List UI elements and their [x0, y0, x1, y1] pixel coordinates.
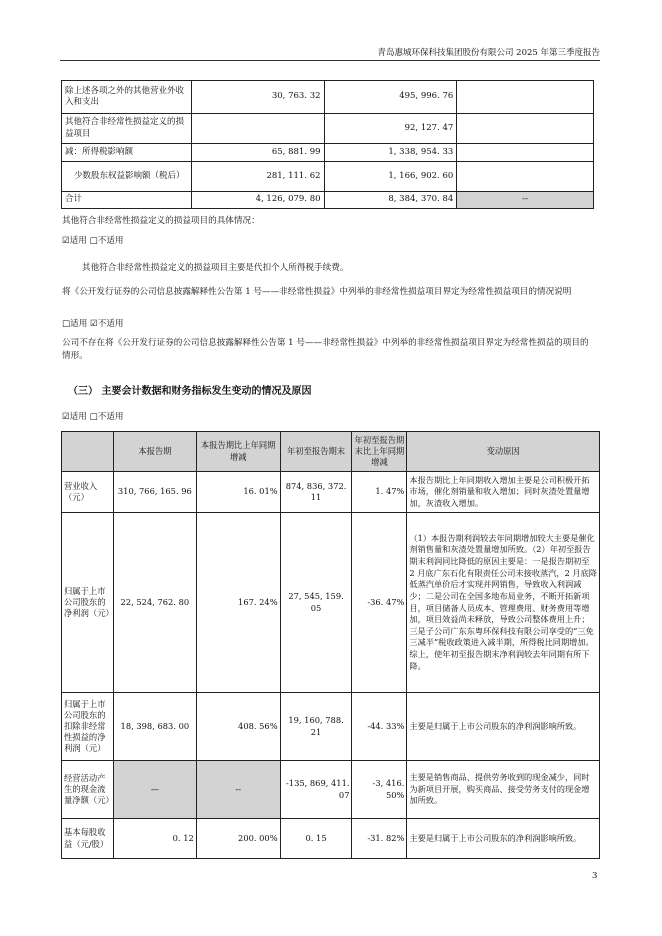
checkbox-line: □适用 ☑不适用 [62, 319, 124, 329]
section-title: （三） 主要会计数据和财务指标发生变动的情况及原因 [68, 386, 312, 397]
paragraph: 公司不存在将《公开发行证券的公司信息披露解释性公告第 1 号——非经常性损益》中列举的非经常性损益项目界定为经常性损益的项目的情形。 [62, 338, 589, 362]
cell-note: -- [457, 192, 594, 209]
cell-reason: （1）本报告期利润较去年同期增加较大主要是催化剂销售量和灰渣处置量增加所致。（2）年初至报告期末利润同比降低的原因主要是：一是报告期初至 2 月底广东石化有限责任公司未接收蒸汽，2 月底降低蒸汽单价后才实现并网销售，导致收入利润减少；二是公司在全国多地布局业务，不断开拓新项目，项目储备人员成本、管理费用、财务费用等增加，项目效益尚未释放，导致公司整体费用上升；三是子公司广东东粤环保科技有限公司享受的“三免三减半”税收政策进入减半期，所得税比同期增加。综上，使年初至报告期末净利润较去年同期有所下降。 [407, 513, 600, 693]
table-row [62, 162, 594, 192]
table-row [62, 192, 594, 209]
cell-note [457, 114, 594, 144]
cell-ytd: 8, 384, 370. 84 [324, 192, 457, 209]
cell-current: 30, 763. 32 [191, 81, 324, 114]
cell-note [457, 81, 594, 114]
header-cell: 年初至报告期末比上年同期增减 [352, 432, 407, 472]
cell-current: 281, 111. 62 [191, 162, 324, 192]
row-label: 基本每股收益（元/股） [62, 819, 114, 859]
cell-ytd: 1, 338, 954. 33 [324, 144, 457, 162]
cell-current: 18, 398, 683. 00 [113, 693, 196, 761]
row-label: 减：所得税影响额 [62, 144, 192, 162]
table-row [62, 513, 600, 693]
cell-reason: 主要是归属于上市公司股东的净利润影响所致。 [407, 693, 600, 761]
cell-note [457, 144, 594, 162]
row-label: 营业收入（元） [62, 472, 114, 513]
cell-current [191, 114, 324, 144]
row-label: 归属于上市公司股东的净利润（元） [62, 513, 114, 693]
header-cell [62, 432, 114, 472]
cell-reason: 主要是销售商品、提供劳务收到的现金减少，同时为新项目开展，购买商品、接受劳务支付的现金增加所致。 [407, 761, 600, 819]
cell-ytd: 1, 166, 902. 60 [324, 162, 457, 192]
cell-reason: 本报告期比上年同期收入增加主要是公司积极开拓市场，催化剂销量和收入增加；同时灰渣处置量增加，灰渣收入增加。 [407, 472, 600, 513]
paragraph: 将《公开发行证券的公司信息披露解释性公告第 1 号——非经常性损益》中列举的非经常性损益项目界定为经常性损益项目的情况说明 [62, 287, 572, 297]
cell-current-change: -- [196, 761, 280, 819]
cell-current-change: 408. 56% [196, 693, 280, 761]
row-label: 除上述各项之外的其他营业外收入和支出 [62, 81, 192, 114]
cell-ytd: 874, 836, 372. 11 [280, 472, 352, 513]
row-label: 归属于上市公司股东的扣除非经常性损益的净利润（元） [62, 693, 114, 761]
cell-current: 65, 881. 99 [191, 144, 324, 162]
page-header: 青岛惠城环保科技集团股份有限公司 2025 年第三季度报告 [60, 46, 600, 61]
cell-ytd: 19, 160, 788. 21 [280, 693, 352, 761]
cell-current-change: 167. 24% [196, 513, 280, 693]
cell-current-change: 200. 00% [196, 819, 280, 859]
table-row [62, 693, 600, 761]
table-row [62, 144, 594, 162]
cell-ytd: 27, 545, 159. 05 [280, 513, 352, 693]
cell-current: 4, 126, 079. 80 [191, 192, 324, 209]
cell-current: 310, 766, 165. 96 [113, 472, 196, 513]
header-cell: 本报告期 [113, 432, 196, 472]
cell-ytd: 495, 996. 76 [324, 81, 457, 114]
cell-ytd: -135, 869, 411. 07 [280, 761, 352, 819]
cell-ytd-change: 1. 47% [352, 472, 407, 513]
cell-ytd: 0. 15 [280, 819, 352, 859]
cell-ytd: 92, 127. 47 [324, 114, 457, 144]
checkbox-line: ☑适用 □不适用 [62, 236, 124, 246]
cell-note [457, 162, 594, 192]
table-row [62, 81, 594, 114]
table-header-row [62, 432, 600, 472]
row-label: 合计 [62, 192, 192, 209]
table-row [62, 761, 600, 819]
row-label: 少数股东权益影响额（税后） [62, 162, 192, 192]
cell-ytd-change: -3, 416. 50% [352, 761, 407, 819]
row-label: 经营活动产生的现金流量净额（元） [62, 761, 114, 819]
cell-current: — [113, 761, 196, 819]
table-row [62, 819, 600, 859]
cell-ytd-change: -44. 33% [352, 693, 407, 761]
cell-reason: 主要是归属于上市公司股东的净利润影响所致。 [407, 819, 600, 859]
header-cell: 本报告期比上年同期增减 [196, 432, 280, 472]
financial-change-table [61, 431, 600, 859]
non-recurring-table [61, 80, 594, 209]
cell-ytd-change: -36. 47% [352, 513, 407, 693]
header-cell: 变动原因 [407, 432, 600, 472]
page-number: 3 [592, 871, 598, 881]
table-row [62, 472, 600, 513]
checkbox-line: ☑适用 □不适用 [62, 412, 124, 422]
table-row [62, 114, 594, 144]
header-cell: 年初至报告期末 [280, 432, 352, 472]
row-label: 其他符合非经常性损益定义的损益项目 [62, 114, 192, 144]
cell-ytd-change: -31. 82% [352, 819, 407, 859]
paragraph: 其他符合非经常性损益定义的损益项目的具体情况： [62, 216, 260, 226]
cell-current-change: 16. 01% [196, 472, 280, 513]
paragraph: 其他符合非经常性损益定义的损益项目主要是代扣个人所得税手续费。 [82, 263, 349, 273]
cell-current: 22, 524, 762. 80 [113, 513, 196, 693]
cell-current: 0. 12 [113, 819, 196, 859]
